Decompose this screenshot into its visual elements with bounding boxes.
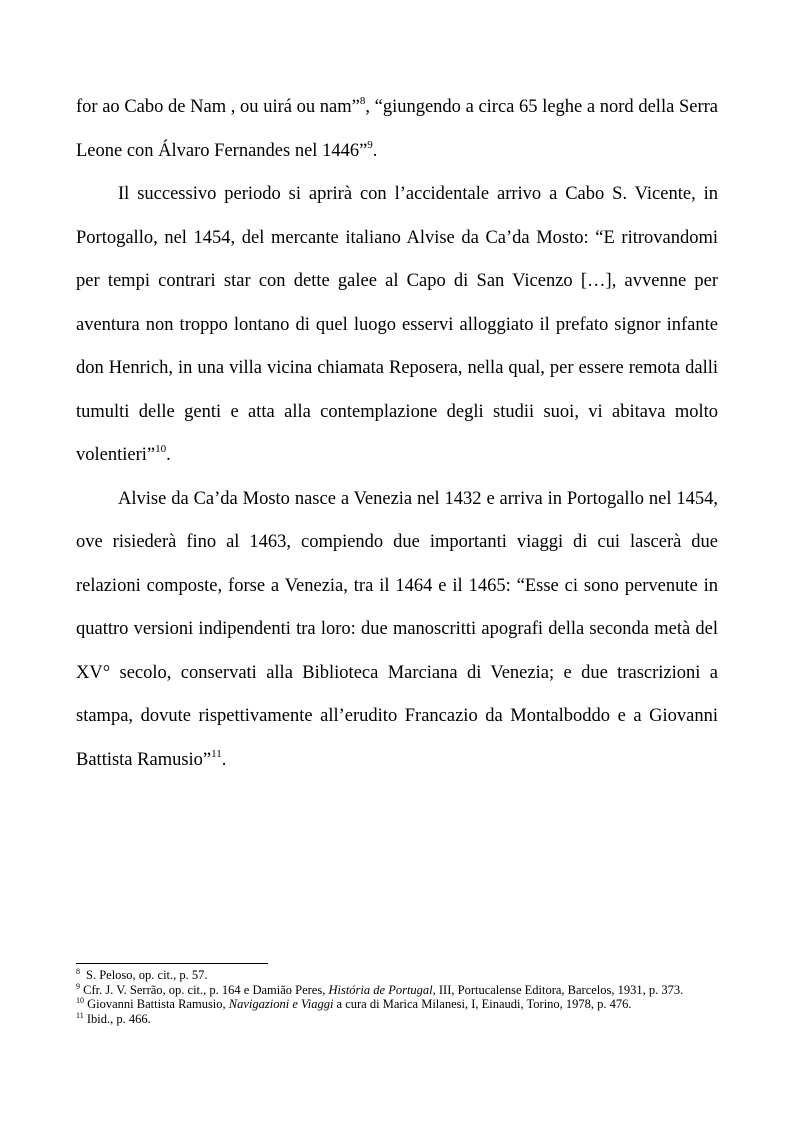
footnote-text: S. Peloso, op. cit., p. 57. <box>86 968 208 982</box>
footnote-separator <box>76 963 268 964</box>
footnote-number: 11 <box>76 1010 84 1020</box>
paragraph-text: Il successivo periodo si aprirà con l’accidentale arrivo a Cabo S. Vicente, in Portogallo, nel 1454, del mercante italiano Alvise da Ca’da Mosto: “E ritrovandomi per tempi contrari star con dette galee al Capo di San Vicenzo […], avvenne per aventura non troppo lontano di quel luogo esservi alloggiato il prefato signor infante don Henrich, in una villa vicina chiamata Reposera, nella qual, per essere remota dalli tumulti delle genti e atta alla contemplazione degli studii suoi, vi abitava molto volentieri” <box>76 184 718 465</box>
footnote-9 <box>76 983 718 998</box>
footnote-ref-9[interactable]: 9 <box>367 138 373 151</box>
footnote-8 <box>76 968 718 983</box>
footnote-text: Ibid., p. 466. <box>86 1011 151 1026</box>
paragraph-text: Alvise da Ca’da Mosto nasce a Venezia nel 1432 e arriva in Portogallo nel 1454, ove risiederà fino al 1463, compiendo due importanti viaggi di cui lascerà due relazioni composte, forse a Venezia, tra il 1464 e il 1465: “Esse ci sono pervenute in quattro versioni indipendenti tra loro: due manoscritti apografi della seconda metà del XV° secolo, conservati alla Biblioteca Marciana di Venezia; e due trascrizioni a stampa, dovute rispettivamente all’erudito Francazio da Montalboddo e a Giovanni Battista Ramusio” <box>76 488 718 770</box>
footnote-10 <box>76 997 718 1012</box>
body-text <box>76 86 718 782</box>
paragraph-3 <box>76 478 718 783</box>
paragraph-text: , “giungendo a circa 65 leghe a nord della Serra Leone con Álvaro Fernandes nel 1446” <box>76 97 718 161</box>
footnote-title: História de Portugal <box>328 982 433 997</box>
footnote-ref-8[interactable]: 8 <box>359 95 366 107</box>
footnote-title: Navigazioni e Viaggi <box>228 997 334 1011</box>
paragraph-text: . <box>221 749 227 770</box>
footnotes <box>76 968 718 1026</box>
paragraph-1 <box>76 86 718 173</box>
paragraph-text: for ao Cabo de Nam , ou uirá ou nam” <box>76 97 360 117</box>
paragraph-2 <box>76 173 718 478</box>
footnote-ref-10[interactable]: 10 <box>155 443 167 455</box>
footnote-number: 9 <box>76 981 80 991</box>
footnote-text: Cfr. J. V. Serrão, op. cit., p. 164 e Damião Peres, <box>83 982 329 997</box>
footnote-11 <box>76 1012 718 1027</box>
footnote-text: a cura di Marica Milanesi, I, Einaudi, Torino, 1978, p. 476. <box>333 997 632 1011</box>
paragraph-text: . <box>372 140 378 161</box>
footnote-text: Giovanni Battista Ramusio, <box>87 997 229 1011</box>
footnote-text: , III, Portucalense Editora, Barcelos, 1931, p. 373. <box>432 982 684 997</box>
footnote-ref-11[interactable]: 11 <box>211 747 222 760</box>
paragraph-text: . <box>166 445 171 465</box>
footnote-number: 8 <box>76 967 80 976</box>
footnote-number: 10 <box>76 996 84 1005</box>
